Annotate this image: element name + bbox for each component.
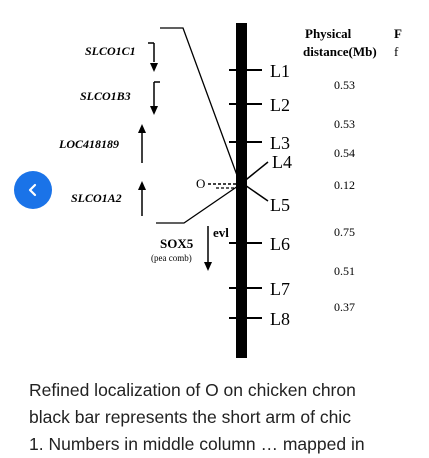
gene-label-slco1b3: SLCO1B3 <box>80 89 131 103</box>
gene-bracket-slco1c1 <box>148 43 154 62</box>
marker-label-l7: L7 <box>270 279 290 299</box>
arrow-down-icon <box>150 63 158 72</box>
figure-caption <box>29 377 429 458</box>
marker-label-l3: L3 <box>270 133 290 153</box>
arrow-down-icon <box>150 106 158 115</box>
marker-label-l2: L2 <box>270 95 290 115</box>
distance-value: 0.54 <box>334 146 355 160</box>
distance-value: 0.37 <box>334 300 355 314</box>
caption-line: Refined localization of O on chicken chron <box>29 380 356 400</box>
distance-value: 0.12 <box>334 178 355 192</box>
evl-label: evl <box>213 225 229 240</box>
o-locus-label: O <box>196 176 206 191</box>
chevron-left-icon <box>26 183 40 197</box>
caption-line: black bar represents the short arm of chic <box>29 407 351 427</box>
gene-label-slco1c1: SLCO1C1 <box>85 44 136 58</box>
marker-label-l4: L4 <box>272 152 292 172</box>
arrow-down-icon <box>204 262 212 271</box>
distance-value: 0.53 <box>334 117 355 131</box>
arrow-up-icon <box>138 181 146 190</box>
distance-value: 0.75 <box>334 225 355 239</box>
marker-label-l1: L1 <box>270 61 290 81</box>
marker-label-l5: L5 <box>270 195 290 215</box>
header-cut-line1: F <box>394 26 402 41</box>
header-physical-line1: Physical <box>305 26 352 41</box>
distance-value: 0.53 <box>334 78 355 92</box>
gene-label-slco1a2: SLCO1A2 <box>71 191 122 205</box>
gene-label-loc418189: LOC418189 <box>59 137 119 151</box>
caption-line: 1. Numbers in middle column … mapped in <box>29 434 365 454</box>
header-cut-line2: f <box>394 44 399 59</box>
region-connector-bottom <box>156 186 238 223</box>
previous-image-button[interactable] <box>14 171 52 209</box>
marker-label-l8: L8 <box>270 309 290 329</box>
chromosome-bar <box>236 23 247 358</box>
marker-label-l6: L6 <box>270 234 290 254</box>
gene-label-sox5: SOX5 <box>160 236 194 251</box>
sox5-pea-comb-note: (pea comb) <box>151 253 192 263</box>
distance-value: 0.51 <box>334 264 355 278</box>
header-physical-line2: distance(Mb) <box>303 44 377 59</box>
region-connector-top <box>160 28 238 178</box>
gene-bracket-slco1b3 <box>154 82 160 106</box>
arrow-up-icon <box>138 124 146 133</box>
